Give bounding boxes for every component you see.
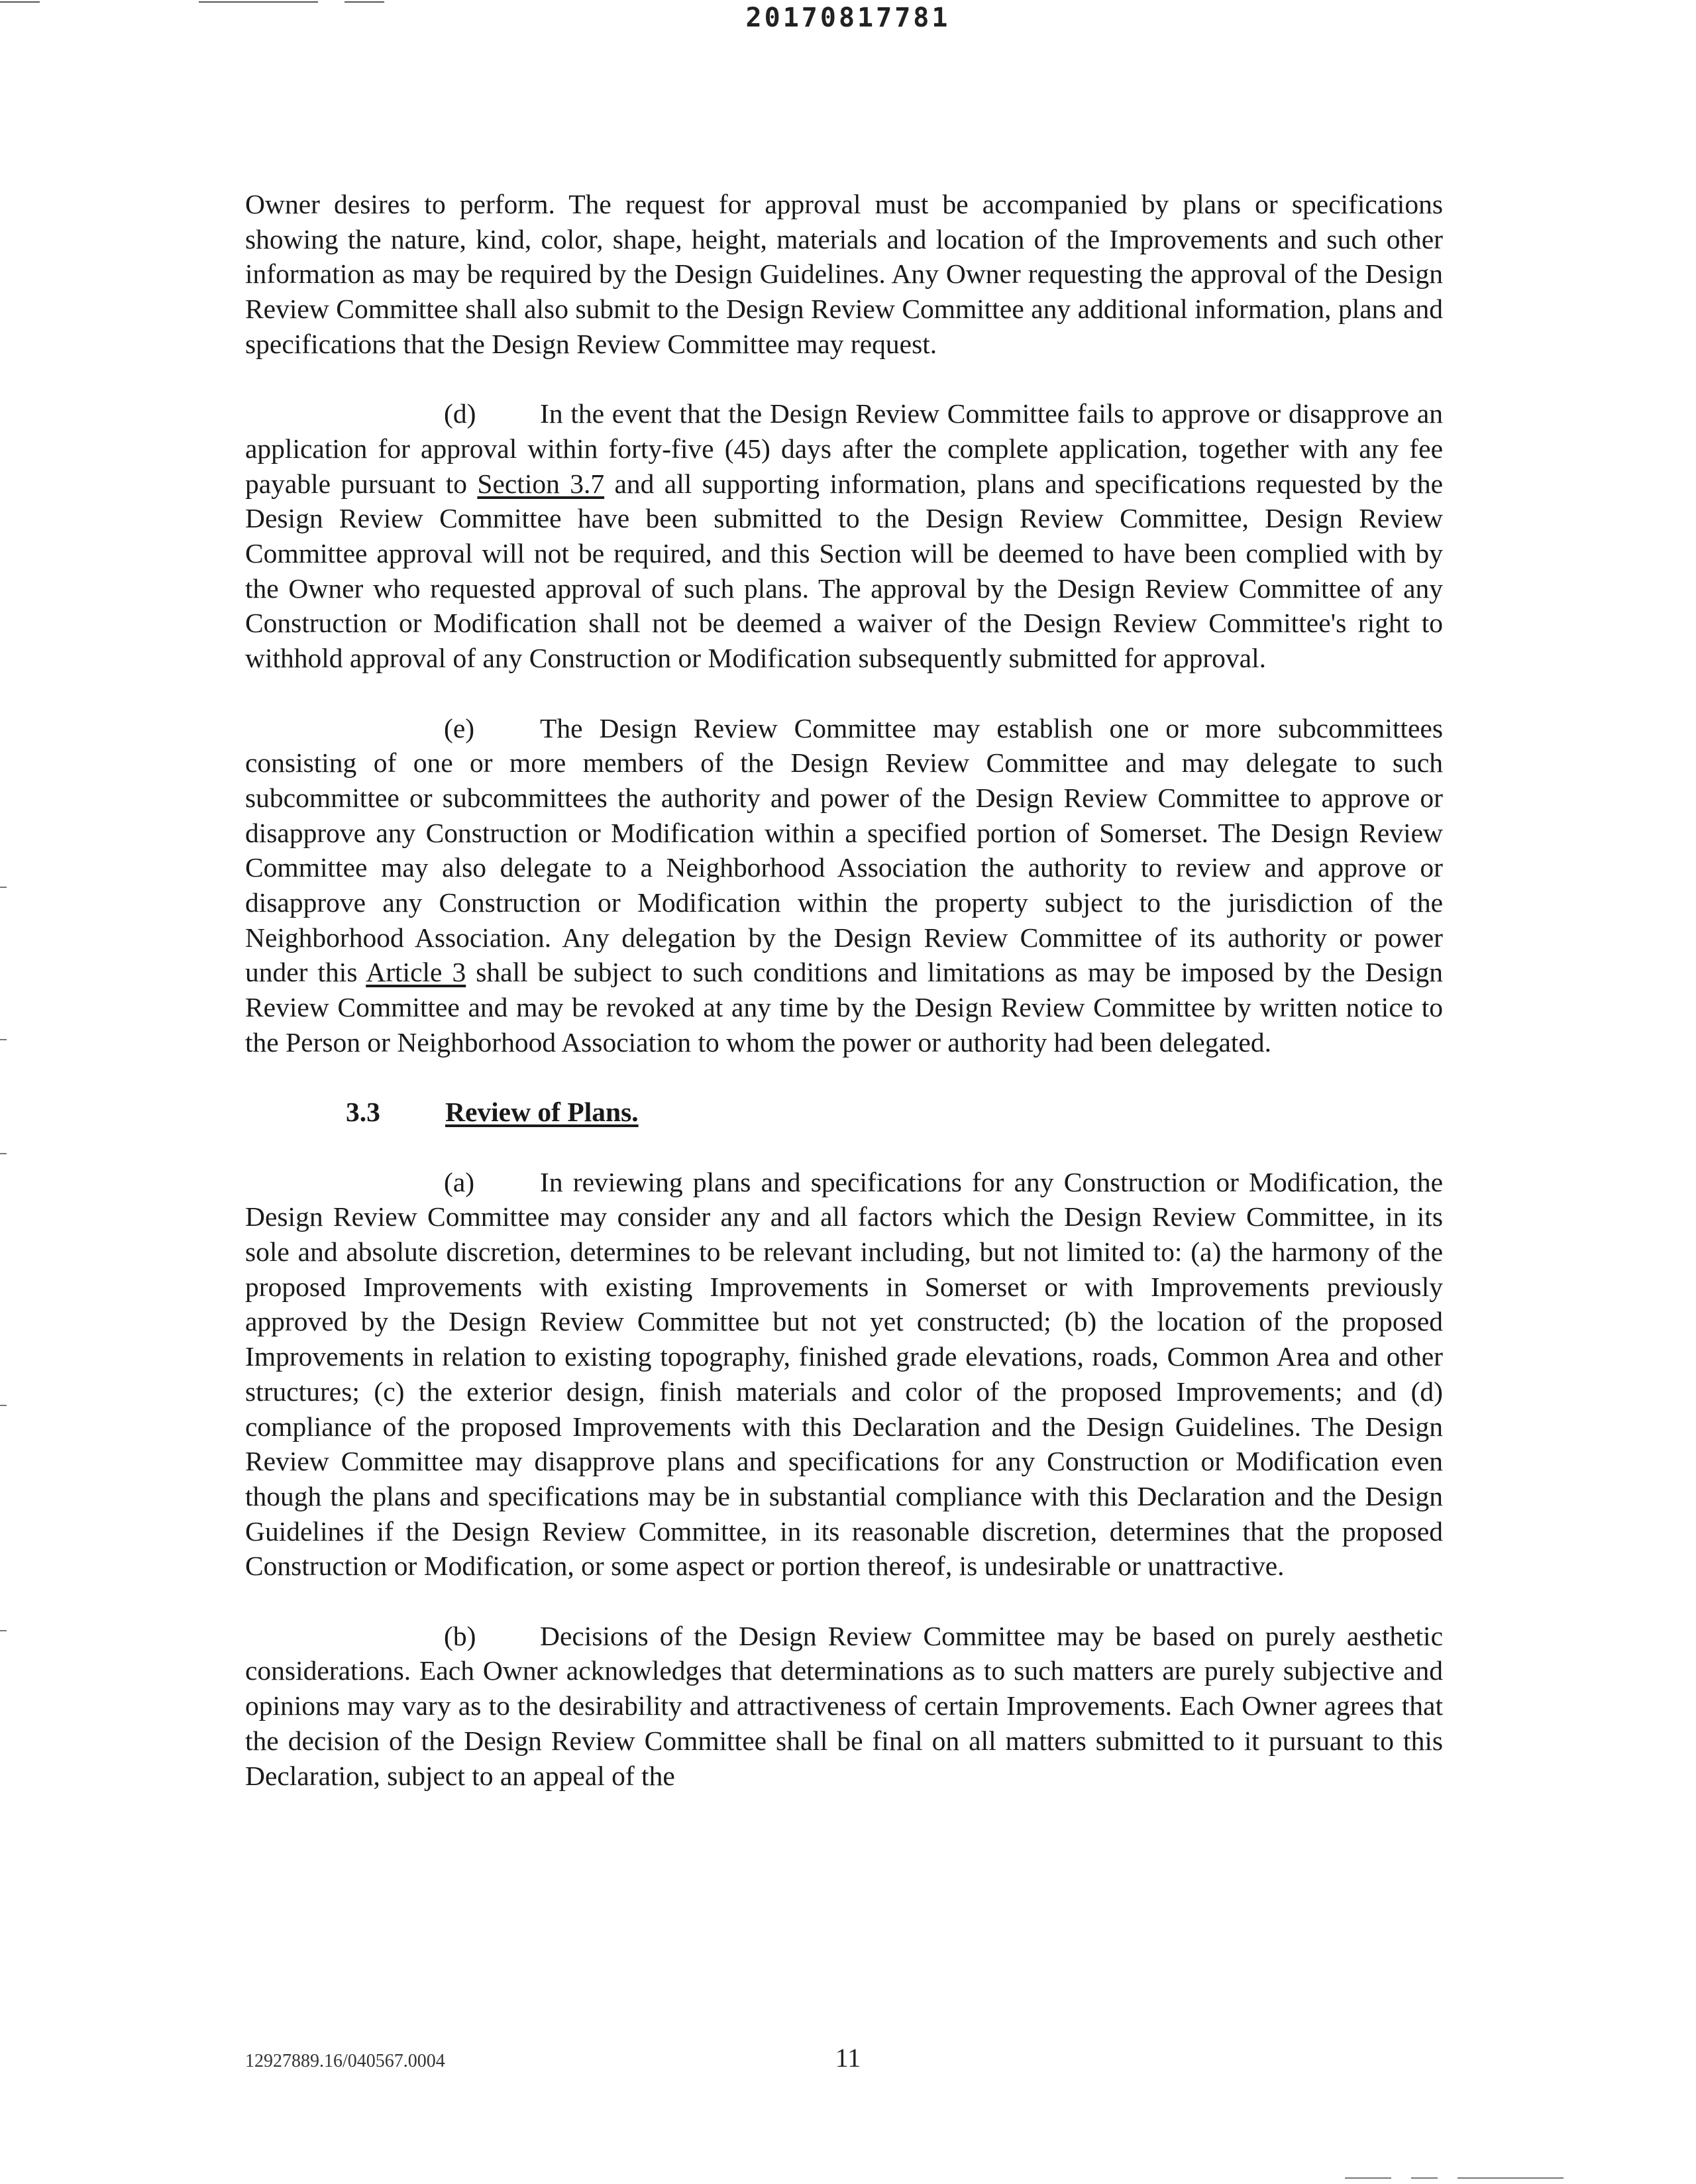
section-reference-link: Section 3.7 bbox=[477, 468, 605, 499]
paragraph-label: (e) bbox=[444, 712, 475, 743]
paragraph-continuation: Owner desires to perform. The request for approval must be accompanied by plans or specifications showing the nature, kind, color, shape, height, materials and location of the Improvements and such other information as may be required by the Design Guidelines. Any Owner requesting the approval of the Design Review Committee shall also submit to the Design Review Committee any additional information, plans and specifications that the Design Review Committee may request. bbox=[245, 189, 1443, 359]
scan-artifact bbox=[0, 1405, 7, 1406]
section-heading bbox=[245, 1095, 1443, 1130]
paragraph-d bbox=[245, 396, 1443, 676]
paragraph-label: (a) bbox=[444, 1166, 475, 1197]
paragraph-text: shall be subject to such conditions and limitations as may be imposed by the Design Review Committee and may be revoked at any time by the Design Review Committee by written notice to the Person or Neighborhood Association to whom the power or authority had been delegated. bbox=[245, 957, 1443, 1058]
scan-artifact bbox=[1458, 2177, 1564, 2179]
paragraph-text: Decisions of the Design Review Committee may be based on purely aesthetic considerations. Each Owner acknowledges that determinations as to such matters are purely subjective and opinions may vary as to the desirability and attractiveness of certain Improvements. Each Owner agrees that the decision of the Design Review Committee shall be final on all matters submitted to it pursuant to this Declaration, subject to an appeal of the bbox=[245, 1620, 1443, 1791]
scan-artifact bbox=[0, 887, 7, 888]
paragraph-text: and all supporting information, plans and specifications requested by the Design Review Committee have been submitted to the Design Review Committee, Design Review Committee approval will not be required, and this Section will be deemed to have been complied with by the Owner who requested approval of such plans. The approval by the Design Review Committee of any Construction or Modification shall not be deemed a waiver of the Design Review Committee's right to withhold approval of any Construction or Modification subsequently submitted for approval. bbox=[245, 468, 1443, 674]
paragraph-text: The Design Review Committee may establish one or more subcommittees consisting of one or more members of the Design Review Committee and may delegate to such subcommittee or subcommittees the authority and power of the Design Review Committee to approve or disapprove any Construction or Modification within a specified portion of Somerset. The Design Review Committee may also delegate to a Neighborhood Association the authority to review and approve or disapprove any Construction or Modification within the property subject to the jurisdiction of the Neighborhood Association. Any delegation by the Design Review Committee of its authority or power under this bbox=[245, 712, 1443, 988]
scan-artifact bbox=[0, 1630, 7, 1631]
paragraph-a bbox=[245, 1165, 1443, 1584]
paragraph-e bbox=[245, 711, 1443, 1060]
article-reference-link: Article 3 bbox=[366, 957, 466, 988]
paragraph-b bbox=[245, 1619, 1443, 1794]
scan-artifact bbox=[0, 1039, 7, 1040]
paragraph-text: In reviewing plans and specifications for any Construction or Modification, the Design Review Committee may consider any and all factors which the Design Review Committee, in its sole and absolute discretion, determines to be relevant including, but not limited to: (a) the harmony of the proposed Improvements with existing Improvements in Somerset or with Improvements previously approved by the Design Review Committee but not yet constructed; (b) the location of the proposed Improvements in relation to existing topography, finished grade elevations, roads, Common Area and other structures; (c) the exterior design, finish materials and color of the proposed Improvements; and (d) compliance of the proposed Improvements with this Declaration and the Design Guidelines. The Design Review Committee may disapprove plans and specifications for any Construction or Modification even though the plans and specifications may be in substantial compliance with this Declaration and the Design Guidelines if the Design Review Committee, in its reasonable discretion, determines that the proposed Construction or Modification, or some aspect or portion thereof, is undesirable or unattractive. bbox=[245, 1166, 1443, 1582]
paragraph-label: (b) bbox=[444, 1620, 476, 1651]
section-number: 3.3 bbox=[346, 1097, 380, 1128]
scan-artifact bbox=[0, 1153, 7, 1154]
body-text bbox=[245, 187, 1443, 1828]
paragraph-label: (d) bbox=[444, 398, 476, 429]
document-id: 12927889.16/040567.0004 bbox=[245, 2051, 445, 2071]
paragraph-text: In the event that the Design Review Committee fails to approve or disapprove an application for approval within forty-five (45) days after the complete application, together with any fee payable pursuant to bbox=[245, 398, 1443, 499]
scan-artifact bbox=[1345, 2177, 1391, 2179]
scan-artifact bbox=[1411, 2177, 1438, 2179]
page-number: 11 bbox=[835, 2043, 861, 2073]
recording-number: 20170817781 bbox=[745, 3, 951, 33]
section-title: Review of Plans. bbox=[445, 1097, 639, 1128]
